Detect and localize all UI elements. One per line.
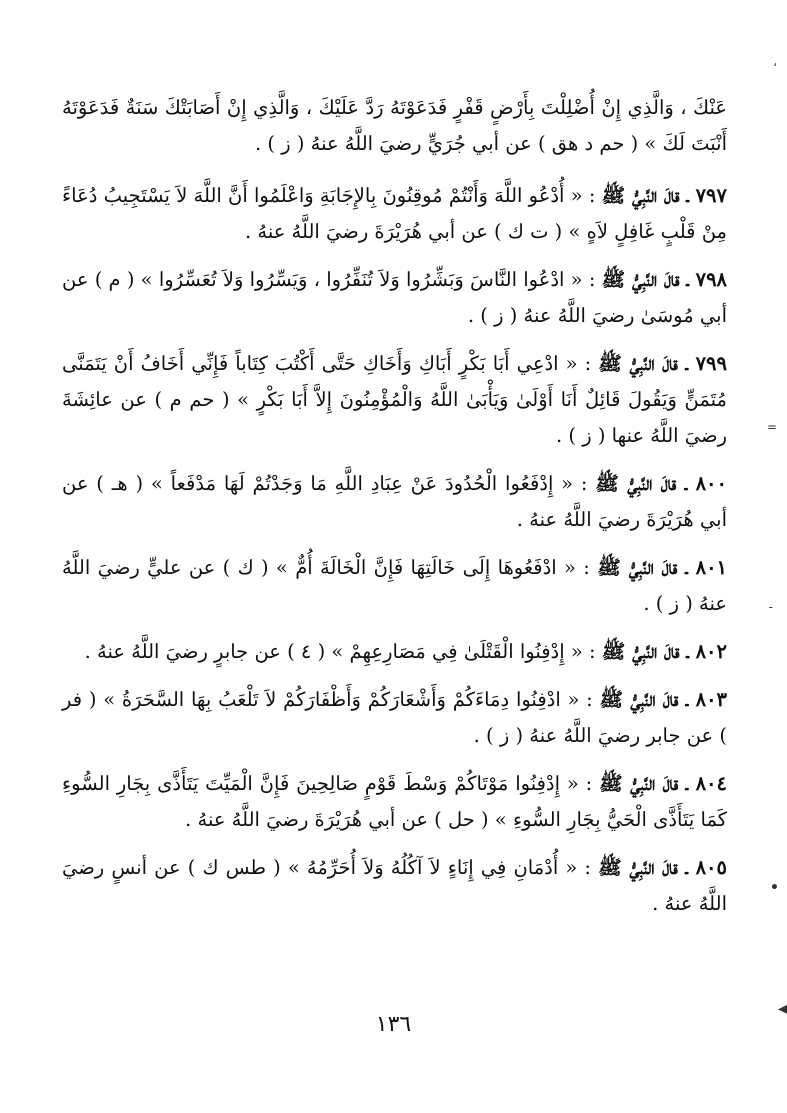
separator: ـ [678, 688, 696, 711]
hadith-number: ٧٩٩ [695, 352, 727, 375]
hadith-entry [62, 178, 727, 250]
separator: ـ [679, 268, 696, 291]
hadith-number: ٧٩٨ [695, 268, 728, 291]
hadith-label: قالَ النَّبِيُّ ﷺ [598, 352, 678, 375]
hadith-label: قالَ النَّبِيُّ ﷺ [597, 556, 678, 579]
hadith-text: : « ادْعِي أَبَا بَكْرٍ أَبَاكِ وَأَخَاكِ حَتَّى أَكْتُبَ كِتَاباً فَإِنِّي أَخَافُ أَنْ يَتَمَنَّى مُتَمَنٍّ وَيَقُولَ قَائِلٌ أَنَا أَوْلَىٰ وَيَأْبَىٰ اللَّهُ وَالْمُؤْمِنُونَ إِلاَّ أَبَا بَكْرٍ » ( حم م ) عن عائِشَةَ رضيَ اللَّهُ عنها ( ز ) . [62, 352, 727, 447]
hadith-label: قالَ النَّبِيُّ ﷺ [601, 184, 680, 207]
hadith-text: : « ادْفَعُوهَا إِلَى خَالَتِهَا فَإِنَّ الْخَالَةَ أُمٌّ » ( ك ) عن عليٍّ رضيَ اللَّهُ عنهُ ( ز ) . [62, 556, 727, 615]
hadith-label: قالَ النَّبِيُّ ﷺ [601, 268, 680, 291]
separator: ـ [677, 352, 696, 375]
separator: ـ [679, 640, 696, 663]
hadith-entry [62, 262, 727, 334]
hadith-number: ٨٠٢ [695, 640, 727, 663]
main-text [62, 90, 727, 934]
page-number: ١٣٦ [375, 1012, 412, 1037]
hadith-label: قالَ النَّبِيُّ ﷺ [601, 640, 680, 663]
hadith-number: ٨٠٤ [695, 772, 727, 795]
margin-mark: • [770, 880, 779, 896]
separator: ـ [679, 184, 696, 207]
hadith-text: : « إِدْفَعُوا الْحُدُودَ عَنْ عِبَادِ اللَّهِ مَا وَجَدْتُمْ لَهَا مَدْفَعاً » ( هـ ) عن أبي هُرَيْرَةَ رضيَ اللَّهُ عنهُ . [62, 472, 727, 531]
continuation-paragraph: عَنْكَ ، وَالَّذِي إِنْ أُضْلِلْتَ بِأَرْضٍ قَفْرٍ فَدَعَوْتَهُ رَدَّ عَلَيْكَ ، وَالَّذِي إِنْ أَصَابَتْكَ سَنَةٌ فَدَعَوْتَهُ أَنْبَتَ لَكَ » ( حم د هق ) عن أبي جُرَيٍّ رضيَ اللَّهُ عنهُ ( ز ) . [62, 96, 727, 155]
hadith-entry [62, 634, 727, 670]
hadith-text: : « إِدْفِنُوا مَوْتَاكُمْ وَسْطَ قَوْمٍ صَالِحِينَ فَإِنَّ الْمَيِّتَ يَتَأَذَّى بِجَارِ السُّوءِ كَمَا يَتَأَذَّى الْحَيُّ بِجَارِ السُّوءِ » ( حل ) عن أبي هُرَيْرَةَ رضيَ اللَّهُ عنهُ . [62, 772, 727, 831]
hadith-text: : « أُدْعُو اللَّهَ وَأَنْتُمْ مُوقِنُونَ بِالإِجَابَةِ وَاعْلَمُوا أَنَّ اللَّهَ لاَ يَسْتَجِيبُ دُعَاءً مِنْ قَلْبٍ غَافِلٍ لاَهٍ » ( ت ك ) عن أبي هُرَيْرَةَ رضيَ اللَّهُ عنهُ . [62, 184, 727, 243]
hadith-entry [62, 466, 727, 538]
hadith-number: ٧٩٧ [695, 184, 727, 207]
margin-mark: = [766, 420, 777, 434]
hadith-entry [62, 346, 727, 454]
hadith-label: قالَ النَّبِيُّ ﷺ [598, 856, 678, 879]
hadith-list [62, 178, 727, 922]
separator: ـ [676, 472, 696, 495]
margin-mark: - [768, 600, 773, 614]
hadith-number: ٨٠١ [695, 556, 728, 579]
hadith-text: : « ادْفِنُوا دِمَاءَكُمْ وَأَشْعَارَكُمْ وَأَظْفَارَكُمْ لاَ تَلْعَبُ بِهَا السَّحَرَةُ » ( فر ) عن جابر رضيَ اللَّهُ عنهُ ( ز ) . [62, 688, 727, 747]
hadith-number: ٨٠٠ [695, 472, 727, 495]
hadith-entry [62, 766, 727, 838]
hadith-number: ٨٠٥ [695, 856, 727, 879]
hadith-label: قالَ النَّبِيُّ ﷺ [599, 772, 679, 795]
hadith-label: قالَ النَّبِيُّ ﷺ [599, 688, 679, 711]
hadith-text: : « أُدْمَانِ فِي إِنَاءٍ لاَ آكُلُهُ وَلاَ أُحَرِّمُهُ » ( طس ك ) عن أنسٍ رضيَ اللَّهُ عنهُ . [62, 856, 727, 915]
separator: ـ [677, 856, 696, 879]
margin-mark: ◂ [777, 998, 787, 1019]
hadith-entry [62, 550, 727, 622]
hadith-entry [62, 682, 727, 754]
separator: ـ [677, 556, 696, 579]
margin-mark: ، [773, 55, 777, 69]
hadith-text: : « ادْعُوا النَّاسَ وَبَشِّرُوا وَلاَ تُنَفِّرُوا ، وَيَسِّرُوا وَلاَ تُعَسِّرُوا » ( م ) عن أبي مُوسَىٰ رضيَ اللَّهُ عنهُ ( ز ) . [62, 268, 727, 327]
hadith-number: ٨٠٣ [695, 688, 728, 711]
hadith-text: : « إِدْفِنُوا الْقَتْلَىٰ فِي مَصَارِعِهِمْ » ( ٤ ) عن جابرٍ رضيَ اللَّهُ عنهُ . [84, 640, 596, 663]
separator: ـ [678, 772, 696, 795]
hadith-label: قالَ النَّبِيُّ ﷺ [595, 472, 677, 495]
hadith-entry [62, 850, 727, 922]
